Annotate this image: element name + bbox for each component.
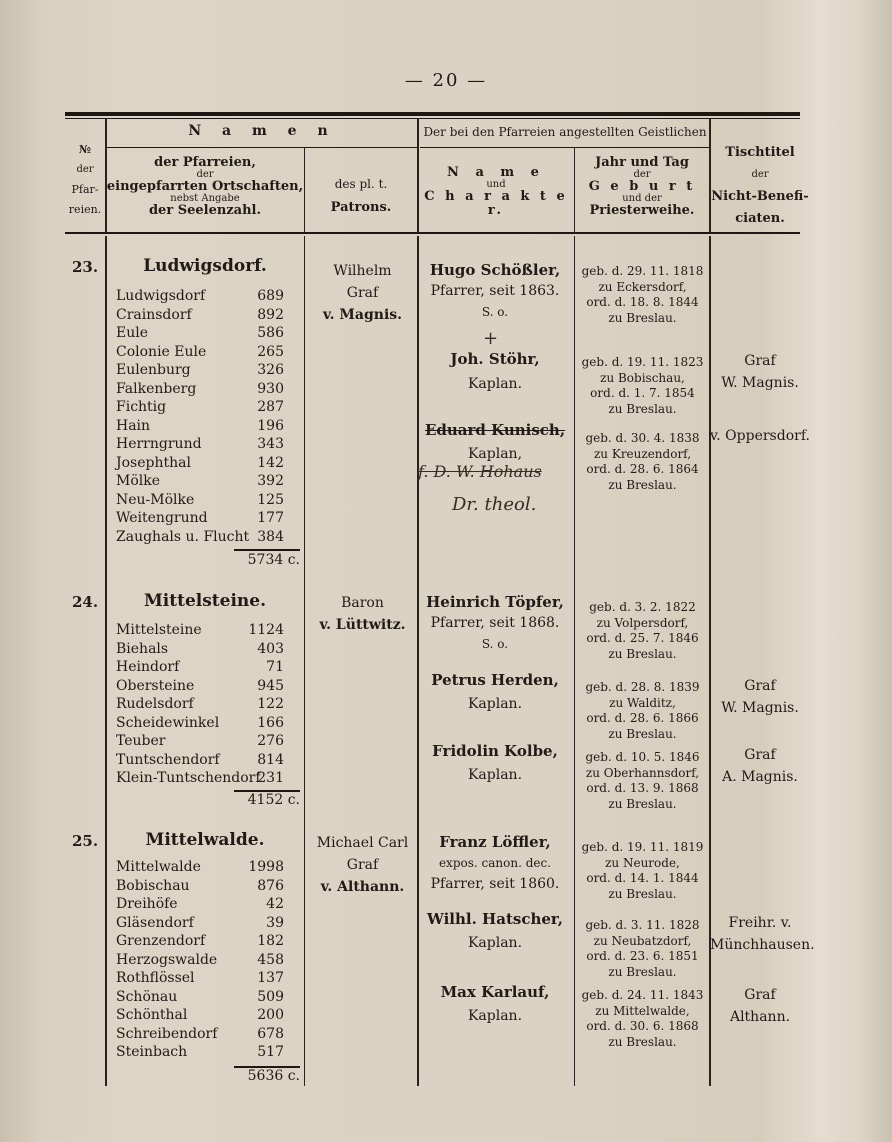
location-row <box>116 306 286 325</box>
birth-line: zu Breslau. <box>608 310 677 325</box>
location-name: Grenzendorf <box>116 933 206 949</box>
header-clergy-title: Der bei den Pfarreien angestellten Geistlichen <box>423 125 707 139</box>
parish-total: 5734 c. <box>247 552 300 568</box>
location-count: 137 <box>257 970 284 986</box>
header-text: N a m e <box>447 165 545 180</box>
header-col-tischtitel <box>710 142 810 230</box>
clergy-name: Hugo Schößler, <box>429 261 561 279</box>
tisch-line: W. Magnis. <box>721 700 799 716</box>
location-name: Rothflössel <box>116 970 195 986</box>
header-bottom-rule <box>65 232 800 234</box>
parish-total: 4152 c. <box>247 792 300 808</box>
header-namen-title: N a m e n <box>188 123 336 139</box>
birth-line: zu Breslau. <box>608 726 677 741</box>
location-count: 231 <box>257 770 284 786</box>
birth-ordination <box>575 750 710 812</box>
location-name: Steinbach <box>116 1044 188 1060</box>
parish-total: 5636 c. <box>247 1068 300 1084</box>
location-row <box>116 472 286 491</box>
location-row <box>116 398 286 417</box>
clergy-entry <box>415 741 575 786</box>
location-name: Eule <box>116 325 148 341</box>
birth-line: geb. d. 19. 11. 1823 <box>581 355 704 369</box>
birth-line: zu Breslau. <box>608 1034 677 1049</box>
location-name: Herzogswalde <box>116 951 218 968</box>
clergy-title: Kaplan. <box>467 935 523 951</box>
clergy-entry <box>415 670 575 715</box>
tischtitel <box>710 744 810 788</box>
location-name: Obersteine <box>116 677 195 694</box>
location-name: Eulenburg <box>116 362 191 378</box>
location-count: 689 <box>257 288 284 304</box>
location-name: Zaughals u. Flucht <box>116 528 250 545</box>
birth-line: ord. d. 14. 1. 1844 <box>586 871 699 885</box>
location-name: Rudelsdorf <box>116 696 194 712</box>
birth-ordination <box>575 680 710 742</box>
location-count: 678 <box>257 1025 284 1042</box>
birth-line: geb. d. 30. 4. 1838 <box>585 431 700 445</box>
location-name: Herrngrund <box>116 436 202 452</box>
tisch-line: Graf <box>744 353 776 369</box>
clergy-title: Kaplan. <box>467 376 523 392</box>
birth-line: zu Neubatzdorf, <box>593 933 692 948</box>
clergy-title: Kaplan. <box>467 767 523 783</box>
header-text: der Pfarreien, <box>154 155 256 170</box>
header-text: C h a r a k t e r. <box>424 189 568 218</box>
location-row <box>116 914 286 933</box>
location-name: Mittelwalde <box>116 859 201 875</box>
clergy-title: Pfarrer, seit 1868. <box>430 615 560 631</box>
col-divider-2-body <box>304 236 305 1086</box>
patron-line: v. Lüttwitz. <box>319 617 406 633</box>
handwritten-cross-mark: + <box>483 328 499 349</box>
location-row <box>116 640 286 659</box>
birth-line: geb. d. 3. 11. 1828 <box>585 918 700 932</box>
location-count: 1998 <box>248 859 284 875</box>
birth-ordination <box>575 988 710 1050</box>
location-row <box>116 621 286 640</box>
header-text: des pl. t. <box>334 177 388 191</box>
location-row <box>116 343 286 362</box>
location-row <box>116 988 286 1007</box>
location-count: 200 <box>257 1007 284 1023</box>
clergy-entry <box>415 909 575 954</box>
header-col-name <box>418 166 574 217</box>
birth-line: zu Oberhannsdorf, <box>585 765 700 780</box>
birth-line: ord. d. 23. 6. 1851 <box>586 949 699 963</box>
location-row <box>116 858 286 877</box>
location-name: Josephthal <box>116 454 191 471</box>
tischtitel <box>710 984 810 1028</box>
birth-line: zu Eckersdorf, <box>598 279 687 294</box>
header-text: der <box>633 168 651 180</box>
birth-line: geb. d. 3. 2. 1822 <box>589 600 696 614</box>
location-count: 39 <box>266 914 284 931</box>
patron-line: Graf <box>346 285 379 301</box>
location-name: Hain <box>116 417 151 434</box>
handwritten-annotation: f. D. W. Hohaus <box>418 462 542 481</box>
clergy-note: S. o. <box>481 305 509 319</box>
tisch-line: Graf <box>744 747 776 763</box>
birth-line: geb. d. 29. 11. 1818 <box>581 264 704 278</box>
birth-line: geb. d. 24. 11. 1843 <box>581 988 704 1002</box>
location-row <box>116 1043 286 1062</box>
header-col-parishes <box>106 156 304 218</box>
clergy-note: S. o. <box>481 637 509 651</box>
location-count: 177 <box>257 510 284 526</box>
header-text: eingepfarrten Ortschaften, <box>106 179 304 195</box>
location-row <box>116 951 286 970</box>
birth-line: geb. d. 10. 5. 1846 <box>585 750 700 764</box>
location-row <box>116 695 286 714</box>
location-row <box>116 932 286 951</box>
location-count: 287 <box>257 399 284 415</box>
handwritten-annotation: Dr. theol. <box>452 494 537 515</box>
location-count: 166 <box>257 714 284 731</box>
clergy-title: Pfarrer, seit 1860. <box>430 876 560 892</box>
tisch-line: W. Magnis. <box>721 375 799 391</box>
birth-line: zu Breslau. <box>608 401 677 416</box>
location-name: Schönau <box>116 988 178 1005</box>
clergy-title: Pfarrer, seit 1863. <box>430 283 560 299</box>
location-count: 392 <box>257 473 284 489</box>
location-name: Neu-Mölke <box>116 491 195 508</box>
location-row <box>116 528 286 547</box>
tischtitel <box>710 912 815 956</box>
location-count: 403 <box>257 640 284 657</box>
location-count: 1124 <box>248 622 284 638</box>
location-row <box>116 677 286 696</box>
parish-number: 23. <box>72 258 99 276</box>
birth-ordination <box>575 600 710 662</box>
header-text: № <box>79 143 91 156</box>
location-count: 196 <box>257 417 284 434</box>
birth-ordination <box>575 264 710 326</box>
birth-line: geb. d. 19. 11. 1819 <box>581 840 704 854</box>
parish-number: 25. <box>72 832 99 850</box>
location-name: Mölke <box>116 473 161 489</box>
location-name: Schönthal <box>116 1007 188 1023</box>
location-row <box>116 454 286 473</box>
parish-name: Mittelsteine. <box>143 591 267 611</box>
location-row <box>116 1025 286 1044</box>
location-count: 814 <box>257 751 284 768</box>
namen-subrule <box>106 147 418 148</box>
birth-line: zu Bobischau, <box>600 370 685 385</box>
header-text: und der <box>622 192 662 204</box>
clergy-name: Heinrich Töpfer, <box>426 593 564 611</box>
header-text: Nicht-Benefi- <box>711 189 809 204</box>
tisch-line: Münchhausen. <box>710 937 815 953</box>
location-row <box>116 380 286 399</box>
birth-line: ord. d. 28. 6. 1864 <box>586 462 699 476</box>
header-text: der <box>196 168 214 180</box>
location-count: 142 <box>257 454 284 471</box>
location-row <box>116 324 286 343</box>
clergy-entry <box>415 420 575 465</box>
birth-line: zu Breslau. <box>608 964 677 979</box>
location-count: 876 <box>257 877 284 894</box>
top-rule-thin <box>65 118 800 119</box>
location-count: 265 <box>257 343 284 360</box>
location-name: Weitengrund <box>116 510 208 526</box>
header-text: Jahr und Tag <box>595 155 689 170</box>
location-row <box>116 417 286 436</box>
location-name: Bobischau <box>116 877 190 894</box>
patron <box>305 260 420 326</box>
header-text: ciaten. <box>735 211 785 226</box>
location-name: Schreibendorf <box>116 1025 218 1042</box>
clergy-title: Kaplan. <box>467 696 523 712</box>
tisch-line: v. Oppersdorf. <box>710 428 810 444</box>
clergy-title: Kaplan, <box>467 446 523 462</box>
birth-line: ord. d. 25. 7. 1846 <box>586 631 699 645</box>
location-count: 892 <box>257 306 284 323</box>
location-row <box>116 509 286 528</box>
location-row <box>116 1006 286 1025</box>
location-count: 122 <box>257 696 284 712</box>
birth-line: zu Volpersdorf, <box>596 615 689 630</box>
location-name: Fichtig <box>116 399 167 415</box>
patron-line: Wilhelm <box>333 263 392 279</box>
clergy-name: Franz Löffler, <box>439 833 551 851</box>
page-number: — 20 — <box>404 70 488 91</box>
location-row <box>116 435 286 454</box>
location-count: 125 <box>257 491 284 508</box>
clergy-entry <box>415 592 575 655</box>
location-row <box>116 658 286 677</box>
header-col-dates <box>575 156 709 218</box>
location-name: Colonie Eule <box>116 343 207 360</box>
location-name: Heindorf <box>116 659 180 675</box>
patron-line: Graf <box>346 857 379 873</box>
location-count: 945 <box>257 677 284 694</box>
birth-line: zu Breslau. <box>608 886 677 901</box>
clergy-name: Max Karlauf, <box>440 983 550 1001</box>
location-name: Ludwigsdorf <box>116 288 206 304</box>
clergy-name: Wilhl. Hatscher, <box>427 910 563 928</box>
location-count: 326 <box>257 362 284 378</box>
header-text: Priesterweihe. <box>589 203 695 219</box>
location-name: Mittelsteine <box>116 622 202 638</box>
location-count: 458 <box>257 951 284 968</box>
location-name: Teuber <box>116 733 166 749</box>
location-row <box>116 491 286 510</box>
location-count: 276 <box>257 733 284 749</box>
birth-line: ord. d. 13. 9. 1868 <box>586 781 699 795</box>
header-text: Tischtitel <box>725 145 795 160</box>
location-count: 586 <box>257 325 284 341</box>
header-text: nebst Angabe <box>170 192 240 204</box>
header-text: der <box>751 169 769 180</box>
header-text: Patrons. <box>330 200 392 215</box>
parish-name: Ludwigsdorf. <box>143 256 267 276</box>
header-text: G e b u r t <box>588 179 696 195</box>
patron <box>305 592 420 636</box>
location-row <box>116 877 286 896</box>
location-row <box>116 751 286 770</box>
clergy-entry <box>415 349 575 395</box>
birth-line: ord. d. 28. 6. 1866 <box>586 711 699 725</box>
header-text: der Seelenzahl. <box>148 203 262 219</box>
clergy-name: Fridolin Kolbe, <box>432 742 558 760</box>
location-count: 930 <box>257 380 284 397</box>
header-text: und <box>486 178 506 190</box>
location-name: Crainsdorf <box>116 306 192 323</box>
parish-name: Mittelwalde. <box>145 830 265 850</box>
location-name: Scheidewinkel <box>116 714 220 731</box>
tisch-line: Graf <box>744 678 776 694</box>
clergy-subrule <box>420 147 710 148</box>
header-text: reien. <box>68 203 102 216</box>
patron-line: Baron <box>341 595 384 611</box>
tisch-line: Althann. <box>729 1009 791 1025</box>
patron <box>305 832 420 898</box>
clergy-entry <box>415 260 575 323</box>
birth-line: ord. d. 18. 8. 1844 <box>586 295 699 309</box>
location-count: 517 <box>257 1044 284 1060</box>
tischtitel <box>710 350 810 394</box>
tischtitel <box>710 675 810 719</box>
birth-ordination <box>575 840 710 902</box>
location-name: Falkenberg <box>116 380 197 397</box>
birth-line: zu Breslau. <box>608 477 677 492</box>
location-name: Gläsendorf <box>116 914 194 931</box>
patron-line: v. Magnis. <box>322 307 403 323</box>
tisch-line: Graf <box>744 987 776 1003</box>
tischtitel <box>710 425 810 447</box>
location-count: 343 <box>257 436 284 452</box>
birth-line: ord. d. 1. 7. 1854 <box>590 386 695 400</box>
location-count: 384 <box>257 528 284 545</box>
location-name: Tuntschendorf <box>116 751 220 768</box>
clergy-note: expos. canon. dec. <box>438 856 552 870</box>
tisch-line: Freihr. v. <box>728 915 792 931</box>
birth-line: ord. d. 30. 6. 1868 <box>586 1019 699 1033</box>
location-row <box>116 732 286 751</box>
total-rule <box>234 549 300 551</box>
col-divider-1-body <box>105 236 107 1086</box>
location-name: Biehals <box>116 640 169 657</box>
patron-line: v. Althann. <box>320 879 405 895</box>
location-count: 42 <box>266 896 284 912</box>
birth-ordination <box>575 355 710 417</box>
clergy-name: Petrus Herden, <box>431 671 559 689</box>
birth-ordination <box>575 431 710 493</box>
location-name: Klein-Tuntschendorf <box>116 770 261 786</box>
clergy-name: Joh. Stöhr, <box>450 350 540 368</box>
location-count: 71 <box>266 659 284 675</box>
birth-line: zu Breslau. <box>608 796 677 811</box>
tisch-line: A. Magnis. <box>722 769 798 785</box>
clergy-name-struck: Eduard Kunisch, <box>424 421 566 439</box>
location-row <box>116 287 286 306</box>
header-text: Pfar- <box>71 183 99 196</box>
location-row <box>116 769 286 788</box>
location-row <box>116 895 286 914</box>
location-count: 509 <box>257 988 284 1005</box>
header-col-patrons <box>305 172 417 220</box>
clergy-entry <box>415 832 575 895</box>
parish-number: 24. <box>72 593 99 611</box>
header-text: der <box>76 164 94 175</box>
location-name: Dreihöfe <box>116 896 178 912</box>
clergy-title: Kaplan. <box>467 1008 523 1024</box>
birth-line: geb. d. 28. 8. 1839 <box>585 680 700 694</box>
birth-line: zu Kreuzendorf, <box>593 446 692 461</box>
birth-line: zu Mittelwalde, <box>595 1003 690 1018</box>
header-col-number <box>65 140 105 220</box>
birth-line: zu Breslau. <box>608 646 677 661</box>
location-row <box>116 969 286 988</box>
birth-ordination <box>575 918 710 980</box>
top-double-rule <box>65 112 800 116</box>
patron-line: Michael Carl <box>316 835 409 851</box>
location-count: 182 <box>257 933 284 949</box>
birth-line: zu Neurode, <box>605 855 680 870</box>
clergy-entry <box>415 982 575 1027</box>
location-row <box>116 714 286 733</box>
birth-line: zu Walditz, <box>609 695 676 710</box>
location-row <box>116 361 286 380</box>
